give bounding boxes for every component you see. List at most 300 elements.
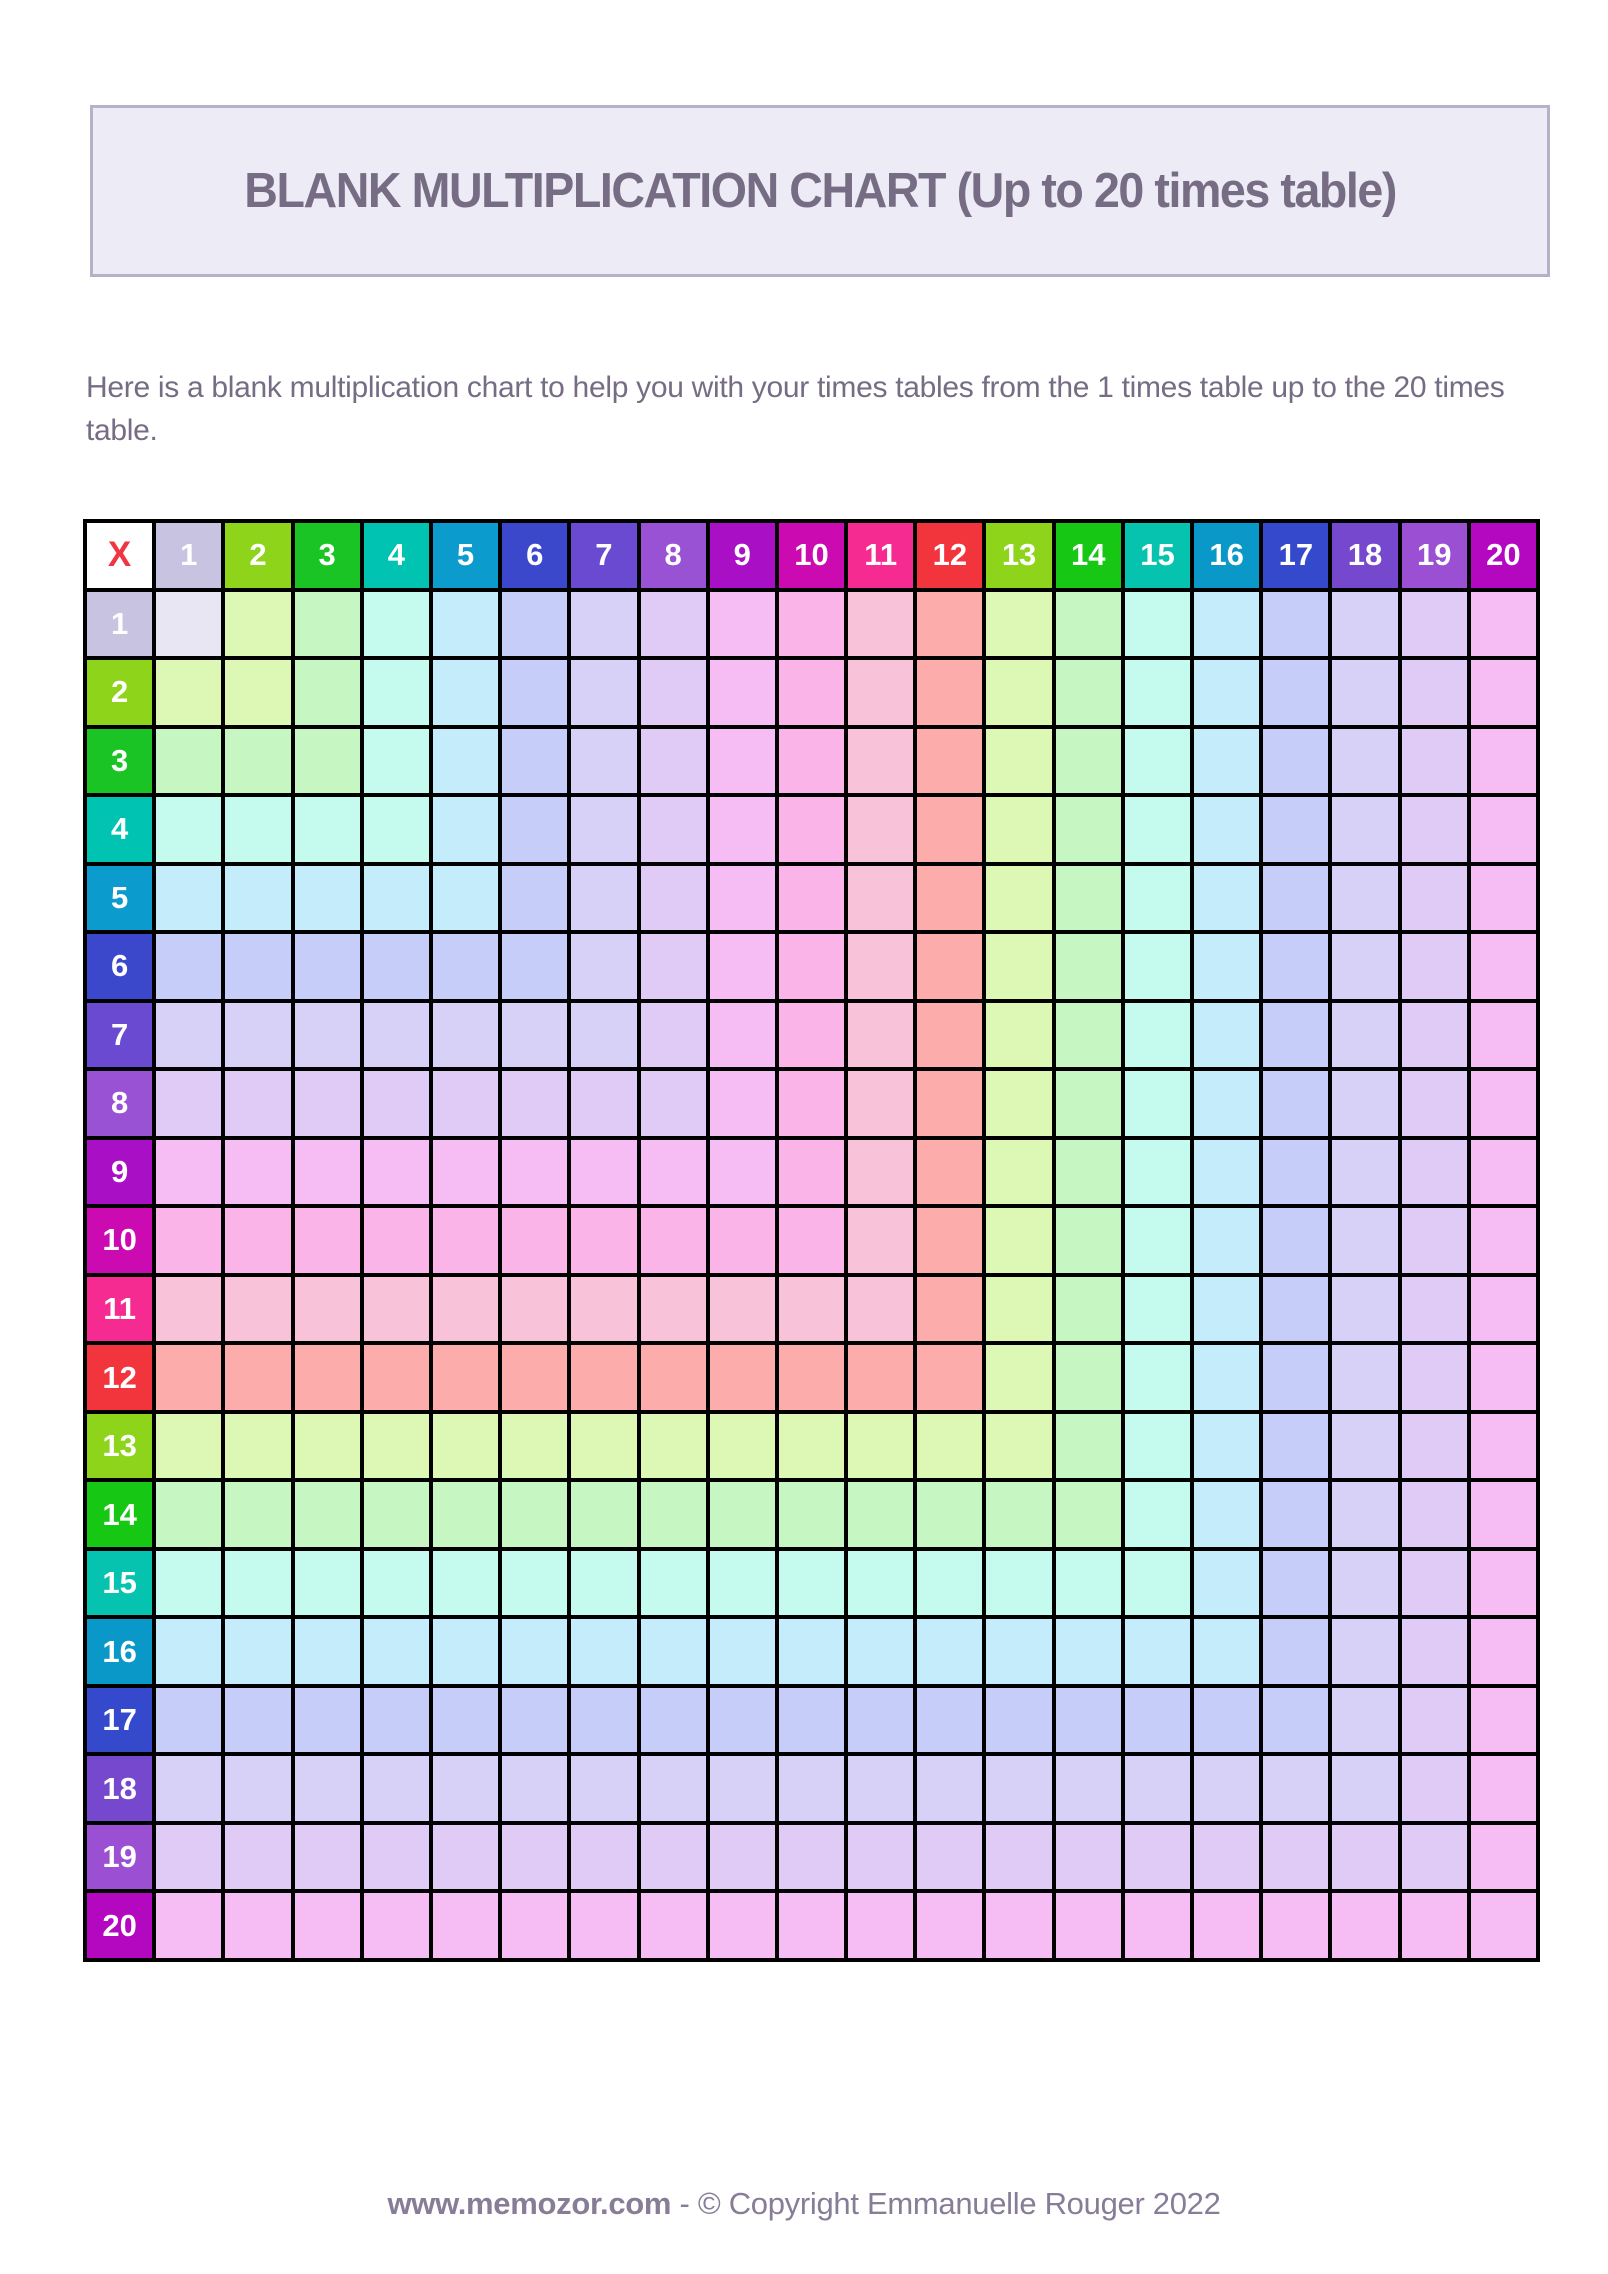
- blank-grid-cell: [1471, 1756, 1536, 1821]
- blank-grid-cell: [710, 1482, 775, 1547]
- blank-grid-cell: [364, 797, 429, 862]
- blank-grid-cell: [364, 1140, 429, 1205]
- blank-grid-cell: [848, 1071, 913, 1136]
- blank-grid-cell: [1263, 1071, 1328, 1136]
- blank-grid-cell: [641, 592, 706, 657]
- row-header-cell: 11: [87, 1277, 152, 1342]
- blank-grid-cell: [225, 660, 290, 725]
- blank-grid-cell: [710, 934, 775, 999]
- blank-grid-cell: [1056, 1619, 1121, 1684]
- blank-grid-cell: [364, 1003, 429, 1068]
- blank-grid-cell: [1194, 1482, 1259, 1547]
- blank-grid-cell: [641, 1003, 706, 1068]
- blank-grid-cell: [1471, 934, 1536, 999]
- blank-grid-cell: [1471, 1208, 1536, 1273]
- blank-grid-cell: [1402, 1140, 1467, 1205]
- blank-grid-cell: [364, 729, 429, 794]
- blank-grid-cell: [156, 1893, 221, 1958]
- blank-grid-cell: [779, 1756, 844, 1821]
- blank-grid-cell: [848, 1003, 913, 1068]
- blank-grid-cell: [1471, 1414, 1536, 1479]
- blank-grid-cell: [295, 1756, 360, 1821]
- blank-grid-cell: [225, 1756, 290, 1821]
- blank-grid-cell: [225, 1345, 290, 1410]
- blank-grid-cell: [1125, 1345, 1190, 1410]
- blank-grid-cell: [156, 1414, 221, 1479]
- blank-grid-cell: [779, 1277, 844, 1342]
- blank-grid-cell: [1263, 1688, 1328, 1753]
- blank-grid-cell: [1056, 1140, 1121, 1205]
- blank-grid-cell: [156, 1003, 221, 1068]
- blank-grid-cell: [1125, 1208, 1190, 1273]
- blank-grid-cell: [1402, 1414, 1467, 1479]
- blank-grid-cell: [571, 1208, 636, 1273]
- blank-grid-cell: [571, 1688, 636, 1753]
- blank-grid-cell: [848, 934, 913, 999]
- blank-grid-cell: [710, 1345, 775, 1410]
- blank-grid-cell: [641, 1071, 706, 1136]
- blank-grid-cell: [502, 660, 567, 725]
- blank-grid-cell: [1194, 1756, 1259, 1821]
- blank-grid-cell: [295, 1414, 360, 1479]
- blank-grid-cell: [917, 1140, 982, 1205]
- blank-grid-cell: [295, 1893, 360, 1958]
- blank-grid-cell: [1471, 1345, 1536, 1410]
- blank-grid-cell: [779, 1825, 844, 1890]
- row-header-cell: 1: [87, 592, 152, 657]
- blank-grid-cell: [779, 1551, 844, 1616]
- blank-grid-cell: [641, 934, 706, 999]
- blank-grid-cell: [1194, 866, 1259, 931]
- blank-grid-cell: [225, 1208, 290, 1273]
- blank-grid-cell: [571, 1345, 636, 1410]
- blank-grid-cell: [917, 1756, 982, 1821]
- blank-grid-cell: [295, 1551, 360, 1616]
- blank-grid-cell: [225, 866, 290, 931]
- blank-grid-cell: [571, 1414, 636, 1479]
- blank-grid-cell: [986, 797, 1051, 862]
- blank-grid-cell: [1332, 1893, 1397, 1958]
- blank-grid-cell: [225, 1893, 290, 1958]
- blank-grid-cell: [502, 866, 567, 931]
- blank-grid-cell: [710, 1003, 775, 1068]
- blank-grid-cell: [917, 1277, 982, 1342]
- blank-grid-cell: [502, 1414, 567, 1479]
- blank-grid-cell: [433, 1071, 498, 1136]
- blank-grid-cell: [1471, 1277, 1536, 1342]
- row-header-cell: 9: [87, 1140, 152, 1205]
- blank-grid-cell: [1402, 866, 1467, 931]
- blank-grid-cell: [1402, 797, 1467, 862]
- blank-grid-cell: [571, 797, 636, 862]
- blank-grid-cell: [1332, 797, 1397, 862]
- column-header-cell: 18: [1332, 523, 1397, 588]
- blank-grid-cell: [1125, 1756, 1190, 1821]
- blank-grid-cell: [779, 1482, 844, 1547]
- row-header-cell: 4: [87, 797, 152, 862]
- blank-grid-cell: [1402, 1688, 1467, 1753]
- blank-grid-cell: [641, 1277, 706, 1342]
- blank-grid-cell: [364, 1893, 429, 1958]
- row-header-cell: 10: [87, 1208, 152, 1273]
- title-box: [90, 105, 1550, 277]
- blank-grid-cell: [641, 729, 706, 794]
- blank-grid-cell: [1471, 1688, 1536, 1753]
- blank-grid-cell: [364, 1756, 429, 1821]
- blank-grid-cell: [917, 797, 982, 862]
- blank-grid-cell: [641, 1825, 706, 1890]
- blank-grid-cell: [364, 1619, 429, 1684]
- blank-grid-cell: [848, 866, 913, 931]
- blank-grid-cell: [1402, 1825, 1467, 1890]
- blank-grid-cell: [156, 1619, 221, 1684]
- blank-grid-cell: [295, 660, 360, 725]
- blank-grid-cell: [917, 660, 982, 725]
- blank-grid-cell: [433, 1345, 498, 1410]
- page-title: BLANK MULTIPLICATION CHART (Up to 20 times table): [244, 164, 1396, 218]
- blank-grid-cell: [1263, 1893, 1328, 1958]
- blank-grid-cell: [1056, 1277, 1121, 1342]
- blank-grid-cell: [1056, 592, 1121, 657]
- blank-grid-cell: [433, 1551, 498, 1616]
- blank-grid-cell: [502, 1551, 567, 1616]
- blank-grid-cell: [502, 1003, 567, 1068]
- blank-grid-cell: [1125, 1277, 1190, 1342]
- blank-grid-cell: [1332, 1071, 1397, 1136]
- blank-grid-cell: [1471, 729, 1536, 794]
- blank-grid-cell: [1332, 660, 1397, 725]
- blank-grid-cell: [1125, 1003, 1190, 1068]
- blank-grid-cell: [1332, 1825, 1397, 1890]
- blank-grid-cell: [1125, 1619, 1190, 1684]
- blank-grid-cell: [225, 934, 290, 999]
- blank-grid-cell: [295, 1482, 360, 1547]
- blank-grid-cell: [710, 1071, 775, 1136]
- blank-grid-cell: [986, 1482, 1051, 1547]
- blank-grid-cell: [433, 1619, 498, 1684]
- blank-grid-cell: [779, 1619, 844, 1684]
- blank-grid-cell: [433, 1893, 498, 1958]
- blank-grid-cell: [1125, 660, 1190, 725]
- blank-grid-cell: [571, 1756, 636, 1821]
- blank-grid-cell: [1263, 1482, 1328, 1547]
- blank-grid-cell: [1402, 1551, 1467, 1616]
- blank-grid-cell: [1263, 797, 1328, 862]
- blank-grid-cell: [1402, 1619, 1467, 1684]
- blank-grid-cell: [986, 1893, 1051, 1958]
- blank-grid-cell: [571, 1551, 636, 1616]
- blank-grid-cell: [1056, 1482, 1121, 1547]
- blank-grid-cell: [1194, 797, 1259, 862]
- blank-grid-cell: [502, 1756, 567, 1821]
- blank-grid-cell: [1332, 1277, 1397, 1342]
- blank-grid-cell: [1471, 592, 1536, 657]
- blank-grid-cell: [1402, 1071, 1467, 1136]
- blank-grid-cell: [502, 1208, 567, 1273]
- row-header-cell: 7: [87, 1003, 152, 1068]
- blank-grid-cell: [1194, 934, 1259, 999]
- blank-grid-cell: [502, 1071, 567, 1136]
- blank-grid-cell: [1194, 1208, 1259, 1273]
- blank-grid-cell: [1332, 1414, 1397, 1479]
- blank-grid-cell: [917, 1482, 982, 1547]
- blank-grid-cell: [502, 1482, 567, 1547]
- blank-grid-cell: [433, 1482, 498, 1547]
- row-header-cell: 17: [87, 1688, 152, 1753]
- blank-grid-cell: [917, 1551, 982, 1616]
- blank-grid-cell: [710, 797, 775, 862]
- row-header-cell: 14: [87, 1482, 152, 1547]
- blank-grid-cell: [917, 1688, 982, 1753]
- column-header-cell: 14: [1056, 523, 1121, 588]
- blank-grid-cell: [571, 1071, 636, 1136]
- blank-grid-cell: [1263, 1277, 1328, 1342]
- blank-grid-cell: [848, 797, 913, 862]
- blank-grid-cell: [1263, 1825, 1328, 1890]
- blank-grid-cell: [1471, 866, 1536, 931]
- site-url: www.memozor.com: [387, 2186, 672, 2221]
- blank-grid-cell: [1263, 1414, 1328, 1479]
- blank-grid-cell: [1125, 729, 1190, 794]
- blank-grid-cell: [433, 934, 498, 999]
- blank-grid-cell: [225, 592, 290, 657]
- blank-grid-cell: [1402, 1893, 1467, 1958]
- blank-grid-cell: [1194, 1140, 1259, 1205]
- blank-grid-cell: [156, 592, 221, 657]
- blank-grid-cell: [1471, 1482, 1536, 1547]
- row-header-cell: 5: [87, 866, 152, 931]
- blank-grid-cell: [1194, 1003, 1259, 1068]
- blank-grid-cell: [917, 1619, 982, 1684]
- blank-grid-cell: [364, 1688, 429, 1753]
- blank-grid-cell: [156, 1140, 221, 1205]
- blank-grid-cell: [779, 1893, 844, 1958]
- blank-grid-cell: [1056, 1825, 1121, 1890]
- blank-grid-cell: [571, 1482, 636, 1547]
- blank-grid-cell: [1332, 1551, 1397, 1616]
- blank-grid-cell: [1263, 1345, 1328, 1410]
- blank-grid-cell: [571, 729, 636, 794]
- blank-grid-cell: [1402, 1003, 1467, 1068]
- blank-grid-cell: [848, 1482, 913, 1547]
- row-header-cell: 12: [87, 1345, 152, 1410]
- column-header-cell: 4: [364, 523, 429, 588]
- column-header-cell: 19: [1402, 523, 1467, 588]
- blank-grid-cell: [295, 866, 360, 931]
- blank-grid-cell: [1125, 592, 1190, 657]
- blank-grid-cell: [571, 1003, 636, 1068]
- blank-grid-cell: [433, 797, 498, 862]
- blank-grid-cell: [433, 1140, 498, 1205]
- blank-grid-cell: [1471, 660, 1536, 725]
- blank-grid-cell: [1263, 1208, 1328, 1273]
- blank-grid-cell: [295, 1277, 360, 1342]
- blank-grid-cell: [848, 660, 913, 725]
- blank-grid-cell: [1194, 1071, 1259, 1136]
- blank-grid-cell: [225, 1688, 290, 1753]
- blank-grid-cell: [295, 1140, 360, 1205]
- blank-grid-cell: [364, 1208, 429, 1273]
- blank-grid-cell: [502, 1825, 567, 1890]
- blank-grid-cell: [1194, 1893, 1259, 1958]
- blank-grid-cell: [848, 1345, 913, 1410]
- row-header-cell: 20: [87, 1893, 152, 1958]
- row-header-cell: 3: [87, 729, 152, 794]
- blank-grid-cell: [1332, 1688, 1397, 1753]
- blank-grid-cell: [641, 1414, 706, 1479]
- blank-grid-cell: [1056, 1893, 1121, 1958]
- blank-grid-cell: [710, 1825, 775, 1890]
- column-header-cell: 20: [1471, 523, 1536, 588]
- blank-grid-cell: [364, 866, 429, 931]
- blank-grid-cell: [986, 660, 1051, 725]
- blank-grid-cell: [986, 1688, 1051, 1753]
- column-header-cell: 15: [1125, 523, 1190, 588]
- blank-grid-cell: [364, 1345, 429, 1410]
- blank-grid-cell: [779, 1071, 844, 1136]
- row-header-cell: 16: [87, 1619, 152, 1684]
- blank-grid-cell: [433, 866, 498, 931]
- blank-grid-cell: [295, 797, 360, 862]
- blank-grid-cell: [1263, 729, 1328, 794]
- row-header-cell: 15: [87, 1551, 152, 1616]
- column-header-cell: 13: [986, 523, 1051, 588]
- blank-grid-cell: [986, 1825, 1051, 1890]
- blank-grid-cell: [917, 729, 982, 794]
- blank-grid-cell: [1194, 1551, 1259, 1616]
- column-header-cell: 3: [295, 523, 360, 588]
- blank-grid-cell: [225, 729, 290, 794]
- blank-grid-cell: [710, 729, 775, 794]
- blank-grid-cell: [986, 1208, 1051, 1273]
- blank-grid-cell: [779, 1140, 844, 1205]
- column-header-cell: 2: [225, 523, 290, 588]
- blank-grid-cell: [295, 1071, 360, 1136]
- blank-grid-cell: [779, 866, 844, 931]
- blank-grid-cell: [295, 1345, 360, 1410]
- blank-grid-cell: [225, 1825, 290, 1890]
- blank-grid-cell: [364, 592, 429, 657]
- blank-grid-cell: [710, 1208, 775, 1273]
- blank-grid-cell: [710, 1277, 775, 1342]
- blank-grid-cell: [986, 934, 1051, 999]
- blank-grid-cell: [1402, 660, 1467, 725]
- blank-grid-cell: [364, 1414, 429, 1479]
- blank-grid-cell: [986, 1071, 1051, 1136]
- blank-grid-cell: [433, 1688, 498, 1753]
- blank-grid-cell: [571, 1277, 636, 1342]
- blank-grid-cell: [571, 1140, 636, 1205]
- blank-grid-cell: [571, 866, 636, 931]
- blank-grid-cell: [779, 1208, 844, 1273]
- blank-grid-cell: [1332, 1208, 1397, 1273]
- blank-grid-cell: [1332, 934, 1397, 999]
- blank-grid-cell: [433, 1414, 498, 1479]
- blank-grid-cell: [433, 592, 498, 657]
- blank-grid-cell: [710, 1893, 775, 1958]
- footer: [0, 2186, 1608, 2222]
- blank-grid-cell: [364, 1482, 429, 1547]
- row-header-cell: 19: [87, 1825, 152, 1890]
- blank-grid-cell: [156, 1345, 221, 1410]
- blank-grid-cell: [917, 1003, 982, 1068]
- blank-grid-cell: [917, 1208, 982, 1273]
- blank-grid-cell: [156, 1688, 221, 1753]
- blank-grid-cell: [1125, 1071, 1190, 1136]
- blank-grid-cell: [1402, 1277, 1467, 1342]
- blank-grid-cell: [225, 1003, 290, 1068]
- blank-grid-cell: [502, 1345, 567, 1410]
- blank-grid-cell: [1402, 1482, 1467, 1547]
- blank-grid-cell: [225, 1071, 290, 1136]
- blank-grid-cell: [848, 1551, 913, 1616]
- blank-grid-cell: [779, 1345, 844, 1410]
- blank-grid-cell: [571, 1619, 636, 1684]
- blank-grid-cell: [156, 866, 221, 931]
- blank-grid-cell: [710, 592, 775, 657]
- blank-grid-cell: [1332, 866, 1397, 931]
- blank-grid-cell: [225, 1140, 290, 1205]
- blank-grid-cell: [1402, 592, 1467, 657]
- blank-grid-cell: [779, 660, 844, 725]
- blank-grid-cell: [1125, 1893, 1190, 1958]
- blank-grid-cell: [1402, 1208, 1467, 1273]
- blank-grid-cell: [641, 866, 706, 931]
- blank-grid-cell: [1332, 1140, 1397, 1205]
- blank-grid-cell: [1332, 1345, 1397, 1410]
- blank-grid-cell: [710, 1688, 775, 1753]
- blank-grid-cell: [917, 592, 982, 657]
- row-header-cell: 18: [87, 1756, 152, 1821]
- blank-grid-cell: [986, 1551, 1051, 1616]
- blank-grid-cell: [917, 934, 982, 999]
- blank-grid-cell: [641, 1619, 706, 1684]
- blank-grid-cell: [710, 1414, 775, 1479]
- blank-grid-cell: [295, 729, 360, 794]
- blank-grid-cell: [848, 1414, 913, 1479]
- blank-grid-cell: [1194, 1825, 1259, 1890]
- blank-grid-cell: [1125, 797, 1190, 862]
- blank-grid-cell: [848, 1277, 913, 1342]
- blank-grid-cell: [502, 1688, 567, 1753]
- blank-grid-cell: [502, 934, 567, 999]
- blank-grid-cell: [433, 1277, 498, 1342]
- blank-grid-cell: [1332, 592, 1397, 657]
- blank-grid-cell: [986, 1414, 1051, 1479]
- blank-grid-cell: [1471, 797, 1536, 862]
- column-header-cell: 9: [710, 523, 775, 588]
- blank-grid-cell: [986, 1619, 1051, 1684]
- blank-grid-cell: [641, 1756, 706, 1821]
- blank-grid-cell: [295, 1688, 360, 1753]
- blank-grid-cell: [986, 729, 1051, 794]
- column-header-cell: 17: [1263, 523, 1328, 588]
- blank-grid-cell: [1471, 1825, 1536, 1890]
- intro-text: Here is a blank multiplication chart to help you with your times tables from the 1 times table up to the 20 times table.: [86, 371, 1505, 447]
- blank-grid-cell: [1125, 934, 1190, 999]
- blank-grid-cell: [156, 1756, 221, 1821]
- blank-grid-cell: [1263, 1619, 1328, 1684]
- blank-grid-cell: [433, 1825, 498, 1890]
- blank-grid-cell: [1471, 1619, 1536, 1684]
- column-header-cell: 7: [571, 523, 636, 588]
- blank-grid-cell: [848, 1688, 913, 1753]
- blank-grid-cell: [1056, 1071, 1121, 1136]
- blank-grid-cell: [986, 866, 1051, 931]
- row-header-cell: 2: [87, 660, 152, 725]
- blank-grid-cell: [1263, 660, 1328, 725]
- blank-grid-cell: [571, 660, 636, 725]
